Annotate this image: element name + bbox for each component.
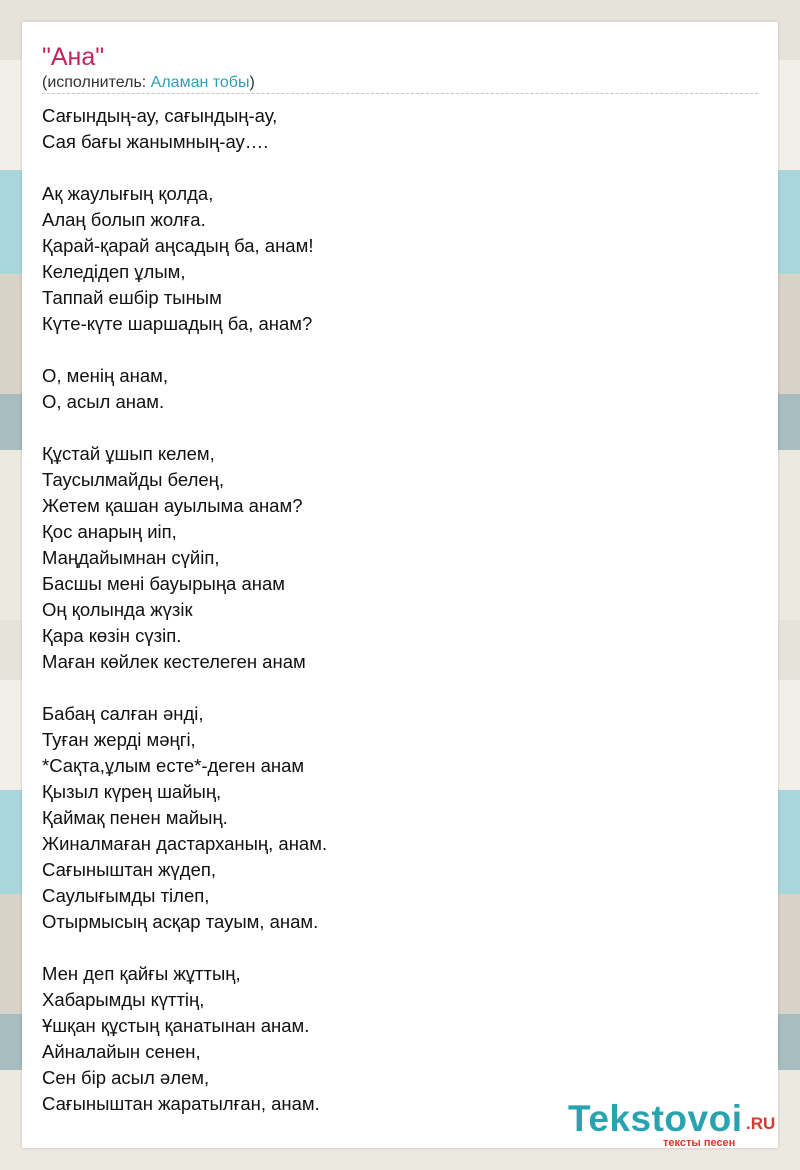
lyrics-sheet bbox=[22, 22, 778, 1148]
lyric-line: Күте-күте шаршадың ба, анам? bbox=[42, 313, 313, 334]
artist-suffix: ) bbox=[249, 74, 255, 91]
lyric-line: Сағыныштан жүдеп, bbox=[42, 859, 217, 880]
lyric-line: Қара көзін сүзіп. bbox=[42, 625, 182, 646]
brand-name: Tekstovoi bbox=[568, 1098, 743, 1139]
lyric-line: Құстай ұшып келем, bbox=[42, 443, 215, 464]
lyrics-body bbox=[42, 103, 742, 1117]
lyric-line: Сағыныштан жаратылған, анам. bbox=[42, 1093, 320, 1114]
lyric-line: Айналайын сенен, bbox=[42, 1041, 201, 1062]
lyric-line: Оң қолында жүзік bbox=[42, 599, 193, 620]
lyric-line: Туған жерді мәңгі, bbox=[42, 729, 196, 750]
lyric-line: Бабаң салған әнді, bbox=[42, 703, 204, 724]
brand-tld: .RU bbox=[746, 1114, 776, 1133]
song-title: "Ана" bbox=[42, 43, 105, 71]
lyric-line: Отырмысың асқар тауым, анам. bbox=[42, 911, 319, 932]
lyric-line: Маған көйлек кестелеген анам bbox=[42, 651, 306, 672]
lyric-line: Қос анарың иіп, bbox=[42, 521, 177, 542]
title-divider bbox=[42, 93, 758, 94]
stanza-break bbox=[42, 155, 742, 181]
lyric-line: Қаймақ пенен майың. bbox=[42, 807, 228, 828]
lyric-line: Таппай ешбір тыным bbox=[42, 287, 222, 308]
lyric-line: Қарай-қарай аңсадың ба, анам! bbox=[42, 235, 314, 256]
lyric-line: Сая бағы жанымның-ау…. bbox=[42, 131, 269, 152]
lyric-line: Ақ жаулығың қолда, bbox=[42, 183, 214, 204]
stanza-break bbox=[42, 415, 742, 441]
artist-prefix: (исполнитель: bbox=[42, 74, 151, 91]
lyric-line: Маңдайымнан сүйіп, bbox=[42, 547, 220, 568]
brand-tagline: тексты песен bbox=[663, 1137, 736, 1149]
lyric-line: Алаң болып жолға. bbox=[42, 209, 206, 230]
lyric-line: Сен бір асыл әлем, bbox=[42, 1067, 210, 1088]
stanza-break bbox=[42, 935, 742, 961]
lyric-line: Қызыл күрең шайың, bbox=[42, 781, 222, 802]
stanza-break bbox=[42, 337, 742, 363]
brand-logo[interactable] bbox=[568, 1098, 778, 1148]
lyric-line: Ұшқан құстың қанатынан анам. bbox=[42, 1015, 310, 1036]
lyric-line: Хабарымды күттің, bbox=[42, 989, 205, 1010]
lyric-line: О, асыл анам. bbox=[42, 391, 165, 412]
lyric-line: Басшы мені бауырыңа анам bbox=[42, 573, 285, 594]
lyric-line: Сағындың-ау, сағындың-ау, bbox=[42, 105, 278, 126]
stanza-break bbox=[42, 675, 742, 701]
lyric-line: Мен деп қайғы жұттың, bbox=[42, 963, 241, 984]
artist-link[interactable]: Аламан тобы bbox=[150, 74, 250, 91]
lyric-line: Келедідеп ұлым, bbox=[42, 261, 186, 282]
lyric-line: *Сақта,ұлым есте*-деген анам bbox=[42, 755, 305, 776]
lyric-line: Таусылмайды белең, bbox=[42, 469, 225, 490]
lyric-line: Саулығымды тілеп, bbox=[42, 885, 210, 906]
lyric-line: О, менің анам, bbox=[42, 365, 169, 386]
artist-line bbox=[42, 73, 255, 93]
lyric-line: Жетем қашан ауылыма анам? bbox=[42, 495, 303, 516]
lyric-line: Жиналмаған дастарханың, анам. bbox=[42, 833, 328, 854]
